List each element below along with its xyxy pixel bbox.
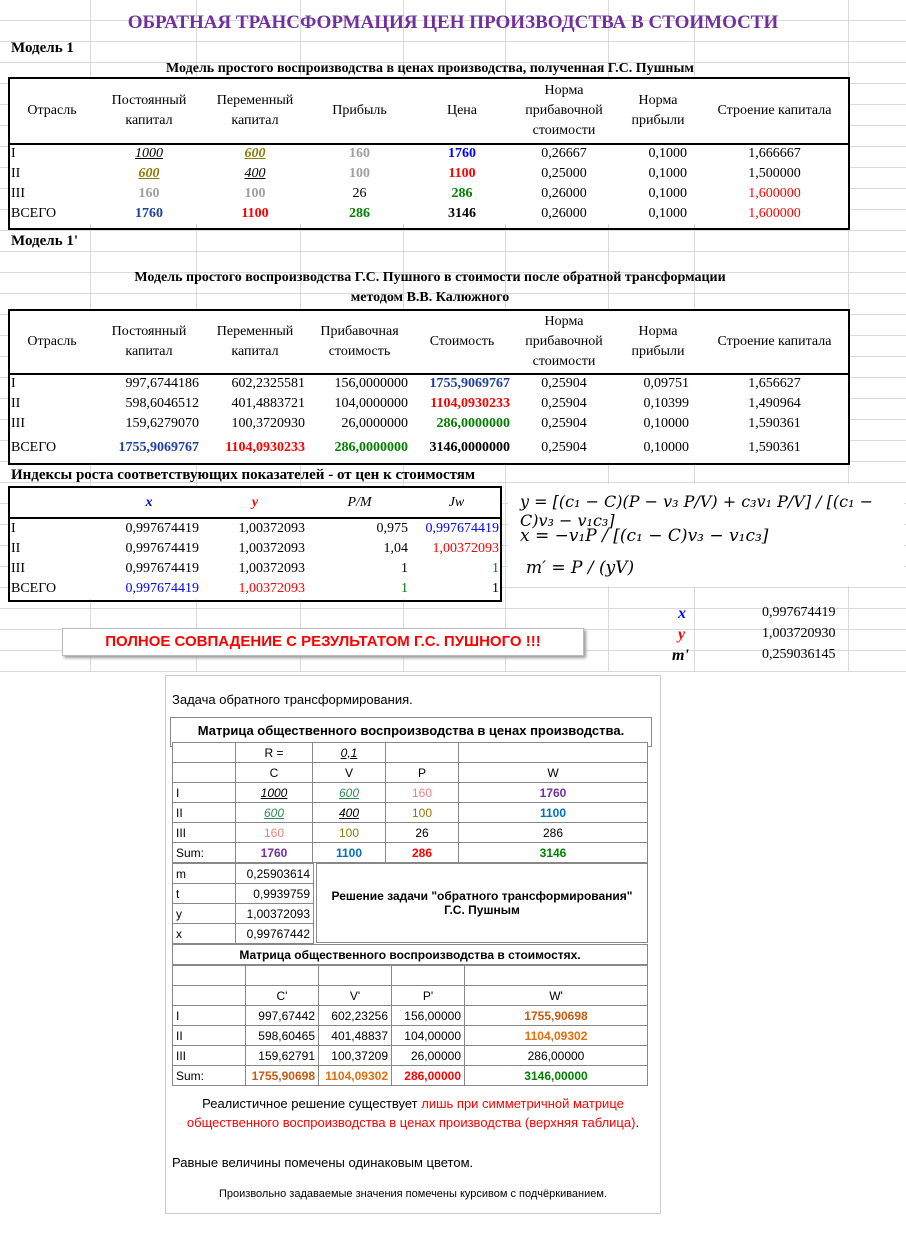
cell: 100	[386, 803, 459, 823]
indices-table	[8, 487, 502, 599]
table-row	[173, 783, 648, 803]
params-table	[172, 863, 314, 944]
cell: 0,975	[376, 521, 408, 536]
table-row	[8, 559, 502, 579]
cell: 1100	[313, 843, 386, 863]
cell: 0,1000	[648, 186, 687, 201]
cell: 1,00372093	[236, 904, 314, 924]
result-m-label: m'	[672, 647, 689, 664]
header-cell: Отрасль	[27, 103, 77, 118]
table-row	[8, 204, 848, 224]
cell	[173, 743, 236, 763]
realistic-note-a: Реалистичное решение существует	[202, 1096, 422, 1111]
cell: 0,25904	[541, 440, 587, 455]
col-header: V'	[319, 986, 392, 1006]
cell	[465, 966, 648, 986]
table-row	[8, 539, 502, 559]
cell: 286	[459, 823, 648, 843]
realistic-note-c: .	[635, 1115, 640, 1130]
cell: 1,00372093	[238, 561, 305, 576]
table-row	[173, 1026, 648, 1046]
cell: Sum:	[173, 843, 236, 863]
col-header: C	[236, 763, 313, 783]
cell: 401,4883721	[231, 396, 305, 411]
cell	[173, 966, 246, 986]
cell	[246, 966, 319, 986]
cell: 0,25903614	[236, 864, 314, 884]
header-cell: Jw	[448, 495, 465, 510]
cell: 0,25904	[541, 376, 587, 391]
header-cell	[8, 487, 96, 519]
cell: III	[173, 1046, 246, 1066]
cell: 1760	[236, 843, 313, 863]
result-m-value: 0,259036145	[762, 647, 836, 662]
realistic-note-b: лишь при симметричной матрице общественного воспроизводства в ценах производства (верхняя таблица)	[186, 1096, 636, 1130]
cell	[392, 966, 465, 986]
cell: 1755,9069767	[429, 376, 510, 391]
model1-table	[8, 78, 848, 224]
cell: III	[11, 416, 25, 431]
cell: 0,997674419	[125, 561, 199, 576]
cell	[173, 986, 246, 1006]
col-header: P	[386, 763, 459, 783]
cell: 156,0000000	[334, 376, 408, 391]
cell: 1755,9069767	[118, 440, 199, 455]
cell: 286	[349, 206, 370, 221]
table-row	[8, 144, 848, 164]
header-cell: y	[251, 495, 259, 510]
cell: 286,0000000	[436, 416, 510, 431]
header-cell: Норма прибыли	[631, 324, 685, 359]
colors-note: Равные величины помечены одинаковым цветом.	[172, 1155, 474, 1170]
table-row	[173, 924, 314, 944]
cell: 598,60465	[246, 1026, 319, 1046]
cell: 0,997674419	[425, 521, 499, 536]
cell: 0,997674419	[125, 581, 199, 596]
cell: 1,00372093	[238, 521, 305, 536]
cell: 0,1000	[648, 166, 687, 181]
cell: y	[173, 904, 236, 924]
header-cell: Норма прибавочной стоимости	[525, 314, 603, 369]
cell: Sum:	[173, 1066, 246, 1086]
cell: II	[11, 541, 21, 556]
price-matrix-title: Матрица общественного воспроизводства в ценах производства.	[170, 717, 652, 747]
table-row	[8, 184, 848, 204]
cell: 1100	[459, 803, 648, 823]
table-row	[173, 803, 648, 823]
table-row	[173, 864, 314, 884]
cell: 104,0000000	[334, 396, 408, 411]
cell: 1,500000	[748, 166, 801, 181]
col-header: C'	[246, 986, 319, 1006]
header-cell: Стоимость	[429, 334, 495, 349]
formula-x: x = −v₁P / [(c₁ − C)v₃ − v₁c₃]	[520, 526, 769, 546]
cell: 1760	[135, 206, 163, 221]
cell: 0,10000	[643, 416, 689, 431]
cell: 26,00000	[392, 1046, 465, 1066]
cell: 1,590361	[748, 416, 801, 431]
header-cell: Цена	[446, 103, 478, 118]
cell[interactable]: 1000	[236, 783, 313, 803]
table-row	[8, 164, 848, 184]
value-matrix-table	[172, 965, 648, 1086]
table-row	[173, 1066, 648, 1086]
cell: 0,25000	[541, 166, 587, 181]
table-row	[8, 434, 848, 462]
cell: I	[173, 783, 236, 803]
value-matrix-title: Матрица общественного воспроизводства в стоимостях.	[172, 944, 648, 965]
cell: 0,1000	[648, 146, 687, 161]
cell: 0,25904	[541, 416, 587, 431]
model1p-label: Модель 1'	[11, 233, 79, 249]
header-cell: Строение капитала	[717, 334, 832, 349]
cell: 1,04	[383, 541, 408, 556]
cell: I	[11, 521, 16, 536]
header-cell: Норма прибавочной стоимости	[525, 83, 603, 138]
table-row	[173, 884, 314, 904]
cell[interactable]: 600	[236, 803, 313, 823]
r-label: R =	[236, 743, 313, 763]
table-row	[8, 394, 848, 414]
model1p-caption: Модель простого воспроизводства Г.С. Пушного в стоимости после обратной трансформации	[134, 270, 726, 285]
cell: I	[11, 376, 16, 391]
cell: 0,26667	[541, 146, 587, 161]
cell: 3146	[448, 206, 476, 221]
table-row	[173, 823, 648, 843]
cell: 1	[492, 581, 499, 596]
cell[interactable]: 1000	[135, 146, 163, 161]
price-matrix-table	[172, 742, 648, 863]
cell: 1,00372093	[432, 541, 499, 556]
cell: 286	[451, 186, 473, 201]
cell: 1,00372093	[238, 541, 305, 556]
result-y-value: 1,003720930	[762, 626, 836, 641]
cell: 1760	[448, 146, 476, 161]
cell: 0,997674419	[125, 521, 199, 536]
cell[interactable]: 600	[313, 783, 386, 803]
cell: 104,00000	[392, 1026, 465, 1046]
col-header: V	[313, 763, 386, 783]
cell: 100,3720930	[231, 416, 305, 431]
cell	[319, 966, 392, 986]
table-row	[173, 1046, 648, 1066]
result-y-label: y	[678, 626, 686, 643]
solution-note: Решение задачи "обратного трансформирования" Г.С. Пушным	[316, 863, 648, 943]
cell: 26	[352, 186, 367, 201]
header-cell: Прибавочная стоимость	[320, 324, 399, 359]
formula-m: m′ = P / (yV)	[526, 558, 635, 578]
formula-y: y = [(c₁ − C)(P − v₃ P/V) + c₃v₁ P/V] / [(c₁ − C)v₃ − v₁c₃]	[520, 492, 873, 530]
result-x-label: x	[678, 605, 686, 622]
cell: 159,6279070	[125, 416, 199, 431]
table-row	[8, 374, 848, 394]
table-row	[173, 904, 314, 924]
divider	[8, 143, 850, 145]
header-cell: Норма прибыли	[631, 93, 685, 128]
cell: 1	[401, 561, 408, 576]
cell: 1,666667	[748, 146, 801, 161]
cell: 0,25904	[541, 396, 587, 411]
result-x-value: 0,997674419	[762, 605, 836, 620]
cell: 1104,0930233	[430, 396, 510, 411]
cell: III	[11, 186, 25, 201]
cell: 1100	[241, 206, 269, 221]
cell: 100,37209	[319, 1046, 392, 1066]
cell: ВСЕГО	[11, 581, 57, 596]
italic-note: Произвольно задаваемые значения помечены курсивом с подчёркиванием.	[218, 1188, 608, 1200]
indices-caption: Индексы роста соответствующих показателей - от цен к стоимостям	[11, 467, 476, 483]
cell: 286	[386, 843, 459, 863]
cell: II	[173, 803, 236, 823]
cell: 1104,09302	[319, 1066, 392, 1086]
cell: 1104,09302	[465, 1026, 648, 1046]
col-header: W'	[465, 986, 648, 1006]
cell: 1,490964	[748, 396, 801, 411]
cell: 26	[386, 823, 459, 843]
divider	[8, 373, 850, 375]
cell: t	[173, 884, 236, 904]
header-cell: Постоянный капитал	[111, 324, 187, 359]
cell: 1,656627	[748, 376, 801, 391]
cell: 1755,90698	[465, 1006, 648, 1026]
header-cell: Отрасль	[27, 334, 77, 349]
cell[interactable]: 400	[244, 166, 266, 181]
cell[interactable]: 400	[313, 803, 386, 823]
cell: 602,23256	[319, 1006, 392, 1026]
cell: 0,997674419	[125, 541, 199, 556]
table-row	[8, 519, 502, 539]
cell: 997,6744186	[125, 376, 199, 391]
cell: 100	[349, 166, 370, 181]
cell: 286,00000	[465, 1046, 648, 1066]
cell: 0,10000	[643, 440, 689, 455]
cell: 602,2325581	[231, 376, 305, 391]
task-title: Задача обратного трансформирования.	[172, 692, 413, 707]
col-header: P'	[392, 986, 465, 1006]
cell: x	[173, 924, 236, 944]
cell: 997,67442	[246, 1006, 319, 1026]
cell	[173, 763, 236, 783]
cell: 3146,00000	[465, 1066, 648, 1086]
cell: 0,9939759	[236, 884, 314, 904]
cell: II	[173, 1026, 246, 1046]
model1p-caption-2: методом В.В. Калюжного	[350, 290, 510, 305]
cell: III	[11, 561, 25, 576]
cell: 286,0000000	[334, 440, 408, 455]
table-row	[173, 843, 648, 863]
page-title: ОБРАТНАЯ ТРАНСФОРМАЦИЯ ЦЕН ПРОИЗВОДСТВА В СТОИМОСТИ	[127, 12, 779, 33]
header-cell: Строение капитала	[717, 103, 832, 118]
cell: 1760	[459, 783, 648, 803]
cell: 0,10399	[643, 396, 689, 411]
cell: 160	[349, 146, 370, 161]
cell[interactable]: 600	[244, 146, 266, 161]
model1-caption: Модель простого воспроизводства в ценах производства, полученная Г.С. Пушным	[166, 61, 694, 76]
model1p-table	[8, 310, 848, 462]
cell: 100	[244, 186, 266, 201]
cell: 3146	[459, 843, 648, 863]
divider	[8, 517, 502, 519]
cell: 26,0000000	[341, 416, 408, 431]
header-cell: Прибыль	[332, 103, 387, 118]
r-value[interactable]: 0,1	[313, 743, 386, 763]
cell: 1	[492, 561, 499, 576]
model1-label: Модель 1	[11, 40, 74, 56]
cell: I	[173, 1006, 246, 1026]
cell: 1,600000	[748, 206, 801, 221]
cell: 160	[138, 186, 160, 201]
cell: 0,1000	[648, 206, 687, 221]
cell: 1	[401, 581, 408, 596]
table-row	[8, 579, 502, 599]
header-cell: Переменный капитал	[216, 324, 294, 359]
realistic-note	[180, 1094, 646, 1132]
header-cell: Переменный капитал	[216, 93, 294, 128]
inverse-task-panel	[165, 675, 661, 1214]
header-cell: x	[145, 495, 153, 510]
cell: 0,09751	[643, 376, 689, 391]
cell: 0,99767442	[236, 924, 314, 944]
cell: 1,590361	[748, 440, 801, 455]
cell: 1755,90698	[246, 1066, 319, 1086]
cell: 1104,0930233	[225, 440, 305, 455]
cell: II	[11, 166, 21, 181]
cell: 0,26000	[541, 206, 587, 221]
cell: 160	[386, 783, 459, 803]
cell: 286,00000	[392, 1066, 465, 1086]
header-cell: P/M	[347, 495, 372, 510]
cell: III	[173, 823, 236, 843]
col-header: W	[459, 763, 648, 783]
cell: II	[11, 396, 21, 411]
cell: I	[11, 146, 16, 161]
match-banner: ПОЛНОЕ СОВПАДЕНИЕ С РЕЗУЛЬТАТОМ Г.С. ПУШНОГО !!!	[62, 628, 584, 656]
cell	[386, 743, 459, 763]
cell: 1,600000	[748, 186, 801, 201]
cell: 1,00372093	[238, 581, 305, 596]
cell: 100	[313, 823, 386, 843]
formula-block	[508, 484, 904, 586]
table-row	[173, 1006, 648, 1026]
cell: 1100	[448, 166, 476, 181]
cell[interactable]: 600	[138, 166, 160, 181]
cell	[459, 743, 648, 763]
header-cell: Постоянный капитал	[111, 93, 187, 128]
cell: ВСЕГО	[11, 206, 57, 221]
cell: m	[173, 864, 236, 884]
cell: 401,48837	[319, 1026, 392, 1046]
cell: ВСЕГО	[11, 440, 57, 455]
cell: 0,26000	[541, 186, 587, 201]
cell: 160	[236, 823, 313, 843]
cell: 159,62791	[246, 1046, 319, 1066]
table-row	[8, 414, 848, 434]
cell: 598,6046512	[125, 396, 199, 411]
cell: 3146,0000000	[429, 440, 510, 455]
cell: 156,00000	[392, 1006, 465, 1026]
